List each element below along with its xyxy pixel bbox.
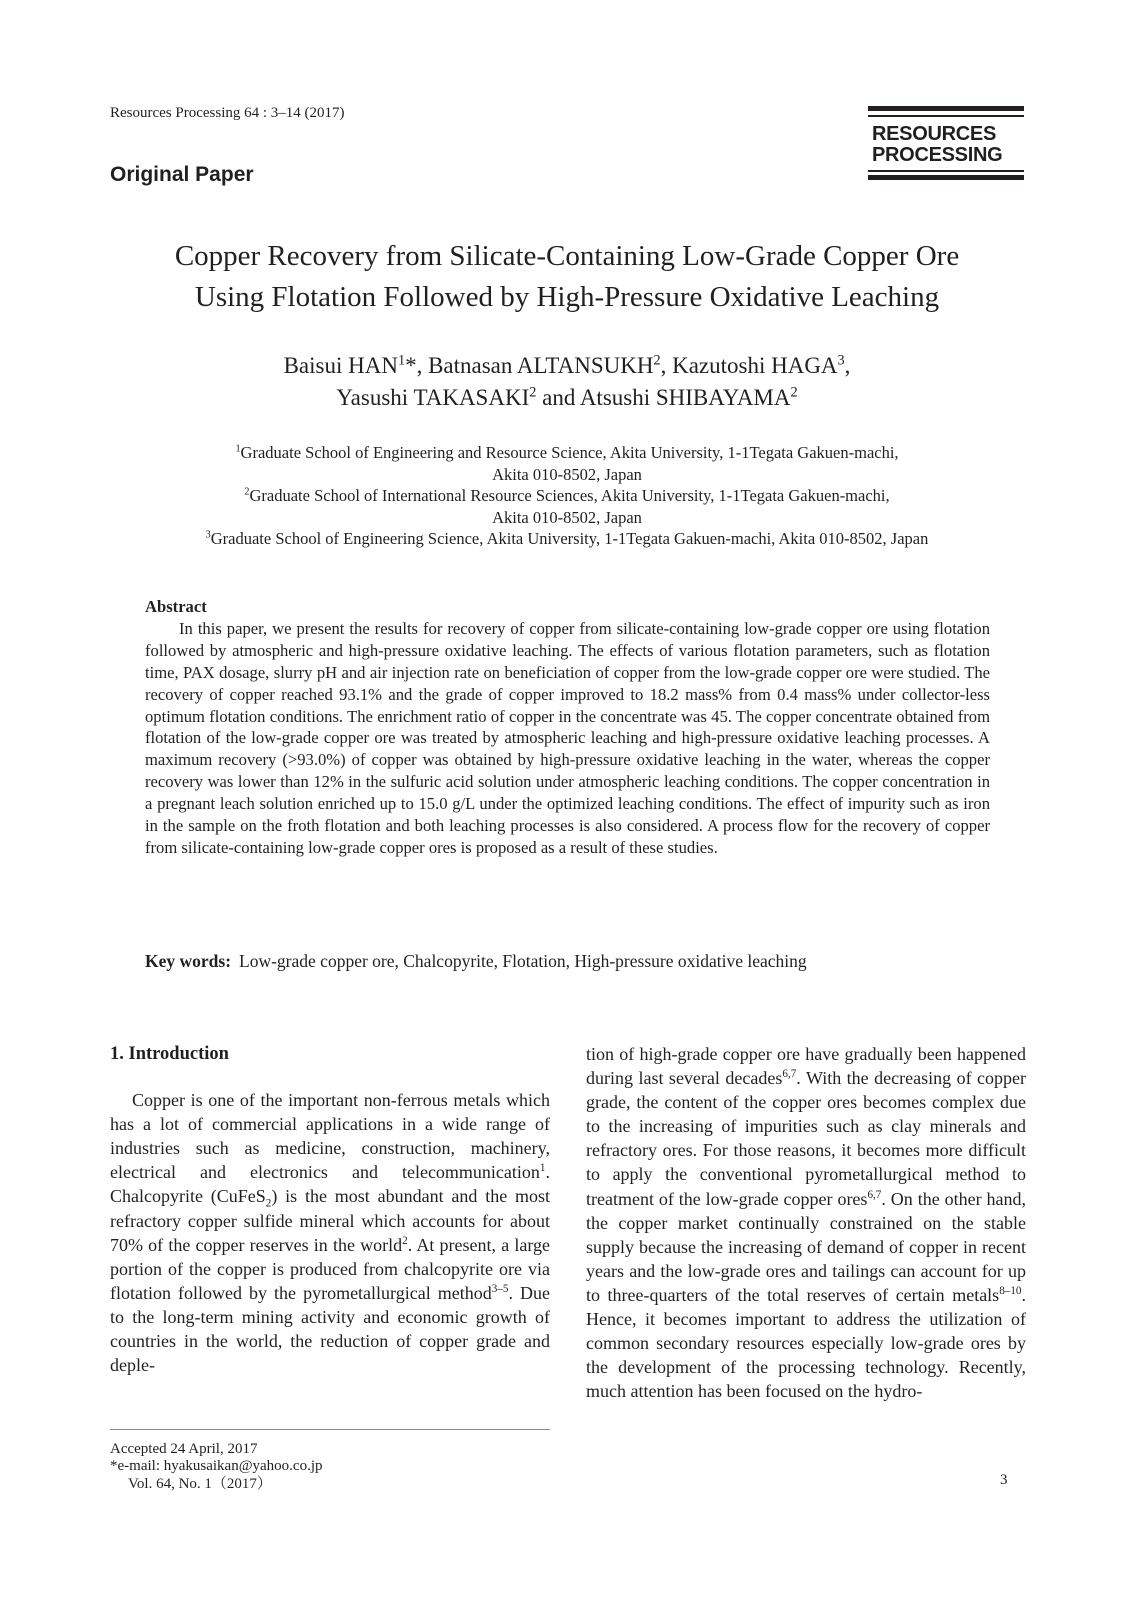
author-name: Baisui HAN bbox=[283, 353, 398, 378]
citation-superscript: 6,7 bbox=[867, 1188, 882, 1201]
affiliation-mark: 3 bbox=[205, 529, 211, 541]
section-heading-introduction: 1. Introduction bbox=[110, 1044, 229, 1064]
abstract-body: In this paper, we present the results for recovery of copper from silicate-containing low-grade copper ore using flotation followed by atmospheric and high-pressure oxidative leaching. The effects of various flotation parameters, such as flotation time, PAX dosage, slurry pH and air injection rate on beneficiation of copper from the low-grade copper ore were studied. The recovery of copper reached 93.1% and the grade of copper improved to 18.2 mass% from 0.4 mass% under collector-less optimum flotation conditions. The enrichment ratio of copper in the concentrate was 45. The copper concentrate obtained from flotation of the low-grade copper ore was treated by atmospheric leaching and high-pressure oxidative leaching processes. A maximum recovery (>93.0%) of copper was obtained by high-pressure oxidative leaching in the water, whereas the copper recovery was lower than 12% in the sulfuric acid solution under atmospheric leaching conditions. The copper concentration in a pregnant leach solution enriched up to 15.0 g/L under the optimized leaching conditions. The effect of impurity such as iron in the sample on the froth flotation and both leaching processes is also considered. A process flow for the recovery of copper from silicate-containing low-grade copper ores is proposed as a result of these studies. bbox=[145, 618, 990, 857]
author-line-1 bbox=[0, 350, 1134, 382]
text-run: . Hence, it becomes important to address the utilization of common secondary resources especially low-grade ores by the development of the processing technology. Recently, much attention has been focused on the hydro- bbox=[586, 1284, 1026, 1402]
body-column-left bbox=[110, 1042, 550, 1377]
footnote-rule bbox=[110, 1429, 550, 1430]
corresponding-email: *e-mail: hyakusaikan@yahoo.co.jp bbox=[110, 1458, 323, 1474]
affiliation-list bbox=[0, 442, 1134, 550]
intro-paragraph-1 bbox=[110, 1088, 550, 1377]
body-column-right bbox=[586, 1042, 1026, 1403]
text-run: tion of high-grade copper ore have gradually been happened during last several decades bbox=[586, 1044, 1026, 1089]
corresponding-mark: * bbox=[405, 353, 417, 378]
logo-rule-top-thin bbox=[868, 115, 1024, 117]
affiliation-2-line-1 bbox=[0, 485, 1134, 507]
logo-line-2: PROCESSING bbox=[872, 144, 1003, 166]
author-affiliation-mark: 2 bbox=[529, 384, 537, 401]
text-run: ) is the most abundant and the most refractory copper sulfide mineral which accounts for about 70% of the copper reserves in the world bbox=[110, 1186, 550, 1255]
author-name: Yasushi TAKASAKI bbox=[336, 385, 530, 410]
paper-title bbox=[0, 236, 1134, 318]
accepted-date: Accepted 24 April, 2017 bbox=[110, 1441, 258, 1457]
page-number: 3 bbox=[1000, 1472, 1008, 1488]
affiliation-1-line-2: Akita 010-8502, Japan bbox=[492, 464, 642, 484]
author-name: Batnasan ALTANSUKH bbox=[428, 353, 654, 378]
affiliation-text: Graduate School of International Resource Sciences, Akita University, 1-1Tegata Gakuen-machi, bbox=[249, 486, 890, 505]
keywords-label: Key words: bbox=[145, 951, 232, 971]
author-separator: , bbox=[660, 353, 673, 378]
citation-superscript: 8–10 bbox=[999, 1284, 1022, 1297]
abstract-heading: Abstract bbox=[145, 597, 207, 616]
logo-rule-bottom-thick bbox=[868, 175, 1024, 180]
affiliation-text: Graduate School of Engineering and Resource Science, Akita University, 1-1Tegata Gakuen-machi, bbox=[240, 443, 899, 462]
paper-type-label: Original Paper bbox=[110, 163, 254, 186]
affiliation-2-line-2: Akita 010-8502, Japan bbox=[492, 507, 642, 527]
author-separator: , bbox=[416, 353, 429, 378]
logo-text bbox=[872, 124, 1002, 166]
text-run: Copper is one of the important non-ferrous metals which has a lot of commercial applications in a wide range of industries such as medicine, construction, machinery, electrical and electronics and telecommunication bbox=[110, 1090, 550, 1183]
affiliation-mark: 2 bbox=[244, 486, 250, 498]
text-run: . With the decreasing of copper grade, the content of the copper ores becomes complex due to the increasing of impurities such as clay minerals and refractory ores. For those reasons, it becomes more difficult to apply the conventional pyrometallurgical method to treatment of the low-grade copper ores bbox=[586, 1068, 1027, 1209]
keywords-line bbox=[145, 951, 807, 972]
text-run: . Due to the long-term mining activity and economic growth of countries in the world, the reduction of copper grade and deple- bbox=[110, 1282, 550, 1376]
logo-line-1: RESOURCES bbox=[872, 123, 996, 145]
affiliation-1-line-1 bbox=[0, 442, 1134, 464]
author-name: Atsushi SHIBAYAMA bbox=[579, 385, 791, 410]
citation-superscript: 6,7 bbox=[782, 1068, 797, 1081]
title-line-1: Copper Recovery from Silicate-Containing Low-Grade Copper Ore bbox=[174, 240, 960, 272]
affiliation-text: Graduate School of Engineering Science, Akita University, 1-1Tegata Gakuen-machi, Akita 010-8502, Japan bbox=[210, 529, 929, 548]
intro-paragraph-1-continued bbox=[586, 1042, 1026, 1403]
citation-superscript: 2 bbox=[402, 1234, 408, 1247]
logo-rule-bottom-thin bbox=[868, 170, 1024, 172]
keywords-text: Low-grade copper ore, Chalcopyrite, Flotation, High-pressure oxidative leaching bbox=[239, 951, 807, 971]
author-affiliation-mark: 2 bbox=[653, 352, 661, 369]
author-separator: and bbox=[536, 385, 580, 410]
logo-rule-top-thick bbox=[868, 106, 1024, 111]
footnotes bbox=[110, 1441, 323, 1475]
author-affiliation-mark: 3 bbox=[837, 352, 845, 369]
citation-superscript: 3–5 bbox=[491, 1282, 509, 1295]
journal-logo bbox=[868, 106, 1024, 183]
citation-superscript: 1 bbox=[539, 1162, 546, 1175]
author-list bbox=[0, 350, 1134, 414]
author-line-2 bbox=[0, 382, 1134, 414]
text-run: . At present, a large portion of the copper is produced from chalcopyrite ore via flotation followed by the pyrometallurgical method bbox=[110, 1234, 550, 1303]
chemical-subscript: 2 bbox=[265, 1198, 272, 1211]
text-run: . On the other hand, the copper market continually constrained on the stable supply because the increasing of demand of copper in recent years and the low-grade ores and tailings can account for up to three-quarters of the total reserves of certain metals bbox=[586, 1188, 1026, 1305]
title-line-2: Using Flotation Followed by High-Pressure Oxidative Leaching bbox=[194, 281, 940, 313]
abstract-section bbox=[145, 596, 990, 859]
volume-info: Vol. 64, No. 1（2017） bbox=[128, 1476, 272, 1492]
text-run: . Chalcopyrite (CuFeS bbox=[110, 1162, 550, 1207]
author-affiliation-mark: 1 bbox=[397, 352, 406, 369]
affiliation-3-line-1 bbox=[0, 528, 1134, 550]
journal-reference: Resources Processing 64 : 3–14 (2017) bbox=[110, 105, 345, 121]
affiliation-mark: 1 bbox=[235, 443, 241, 455]
author-name: Kazutoshi HAGA bbox=[672, 353, 838, 378]
author-affiliation-mark: 2 bbox=[790, 384, 798, 401]
author-separator: , bbox=[844, 353, 851, 378]
